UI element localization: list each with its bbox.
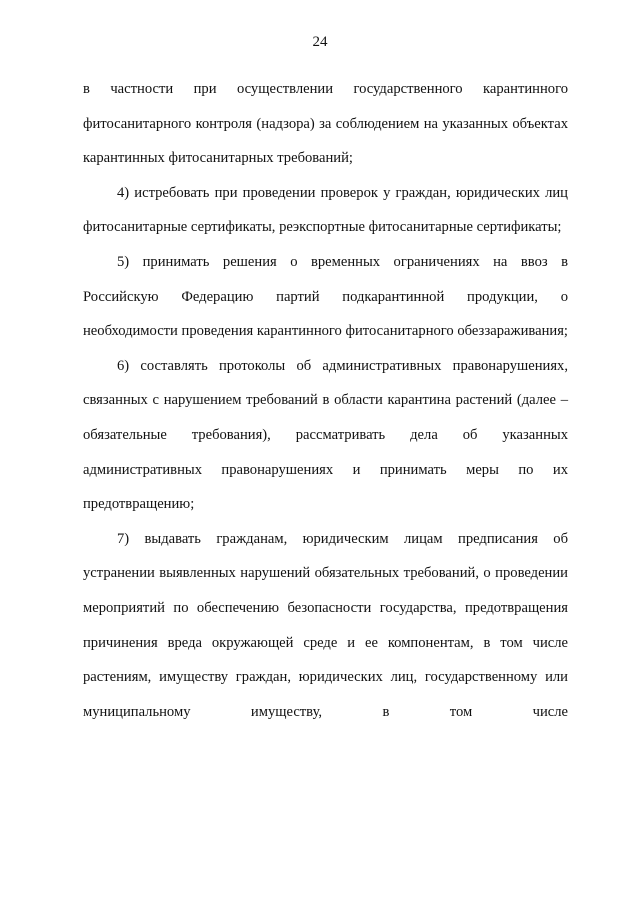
- paragraph-item-5: 5) принимать решения о временных ограничениях на ввоз в Российскую Федерацию партий подкарантинной продукции, о необходимости проведения карантинного фитосанитарного обеззараживания;: [83, 253, 568, 340]
- paragraph-item-4: 4) истребовать при проведении проверок у граждан, юридических лиц фитосанитарные сертификаты, реэкспортные фитосанитарные сертификаты;: [83, 184, 568, 236]
- paragraph-item-7: 7) выдавать гражданам, юридическим лицам предписания об устранении выявленных нарушений обязательных требований, о проведении мероприятий по обеспечению безопасности государства, предотвращения причинения вреда окружающей среде и ее компонентам, в том числе растениям, имуществу граждан, юридических лиц, государственному или муниципальному имуществу, в том числе: [83, 530, 568, 720]
- document-body: [83, 72, 568, 729]
- page-number: 24: [312, 34, 328, 50]
- paragraph-item-6: 6) составлять протоколы об административных правонарушениях, связанных с нарушением требований в области карантина растений (далее – обязательные требования), рассматривать дела об указанных административных правонарушениях и принимать меры по их предотвращению;: [83, 357, 568, 513]
- paragraph-continuation: в частности при осуществлении государственного карантинного фитосанитарного контроля (надзора) за соблюдением на указанных объектах карантинных фитосанитарных требований;: [83, 81, 568, 167]
